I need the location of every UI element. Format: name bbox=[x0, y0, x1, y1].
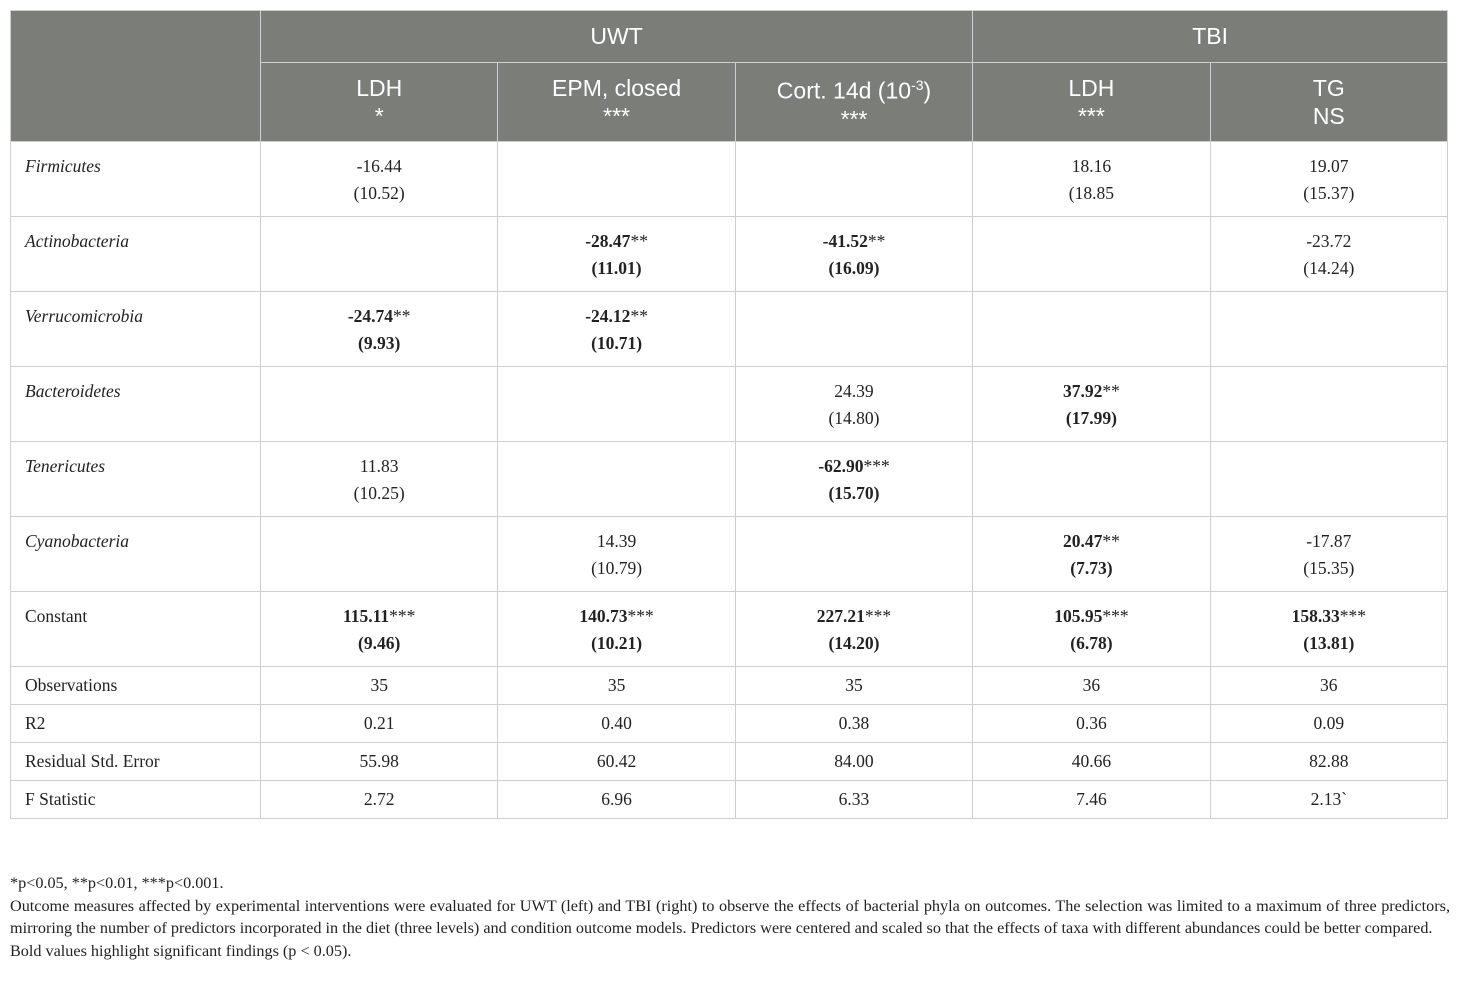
significance-stars: ** bbox=[1102, 381, 1120, 401]
estimate-value: 140.73 bbox=[579, 606, 628, 626]
coefficient-cell bbox=[1210, 442, 1447, 517]
estimate-value: -28.47 bbox=[585, 231, 631, 251]
column-significance: NS bbox=[1312, 103, 1345, 129]
estimate-line bbox=[1217, 603, 1441, 630]
estimate-line bbox=[742, 378, 966, 405]
coefficient-cell bbox=[735, 292, 972, 367]
standard-error: (10.25) bbox=[353, 483, 405, 503]
standard-error: (7.73) bbox=[1070, 558, 1113, 578]
row-label: F Statistic bbox=[11, 781, 261, 819]
statistic-cell: 2.72 bbox=[261, 781, 498, 819]
statistic-cell: 0.38 bbox=[735, 705, 972, 743]
standard-error: (14.80) bbox=[828, 408, 880, 428]
table-row bbox=[11, 367, 1448, 442]
column-label: LDH bbox=[1068, 75, 1115, 101]
standard-error: (14.24) bbox=[1303, 258, 1355, 278]
estimate-line bbox=[504, 528, 728, 555]
standard-error: (15.37) bbox=[1303, 183, 1355, 203]
coefficient-cell bbox=[261, 292, 498, 367]
coefficient-cell bbox=[1210, 517, 1447, 592]
statistic-cell: 36 bbox=[973, 667, 1210, 705]
coefficient-cell bbox=[973, 292, 1210, 367]
coefficient-cell bbox=[498, 517, 735, 592]
statistic-cell: 6.33 bbox=[735, 781, 972, 819]
group-header-uwt: UWT bbox=[261, 11, 973, 63]
column-label-close: ) bbox=[923, 77, 932, 104]
table-row bbox=[11, 292, 1448, 367]
coefficient-cell bbox=[498, 592, 735, 667]
coefficient-cell bbox=[261, 217, 498, 292]
estimate-line bbox=[742, 228, 966, 255]
statistic-cell: 0.36 bbox=[973, 705, 1210, 743]
column-header-epm-closed bbox=[498, 63, 735, 142]
row-label: Verrucomicrobia bbox=[11, 292, 261, 367]
estimate-line bbox=[979, 528, 1203, 555]
estimate-value: -24.12 bbox=[585, 306, 631, 326]
estimate-value: -41.52 bbox=[822, 231, 868, 251]
row-label: Bacteroidetes bbox=[11, 367, 261, 442]
estimate-value: 37.92 bbox=[1062, 381, 1103, 401]
table-row bbox=[11, 217, 1448, 292]
significance-stars: *** bbox=[864, 606, 892, 626]
estimate-line bbox=[979, 153, 1203, 180]
statistic-cell: 55.98 bbox=[261, 743, 498, 781]
table-row bbox=[11, 142, 1448, 217]
row-label: Constant bbox=[11, 592, 261, 667]
standard-error: (10.52) bbox=[353, 183, 405, 203]
estimate-line bbox=[267, 303, 491, 330]
group-header-row bbox=[11, 11, 1448, 63]
row-label: Residual Std. Error bbox=[11, 743, 261, 781]
regression-table-container bbox=[10, 10, 1447, 819]
estimate-value: 20.47 bbox=[1062, 531, 1103, 551]
coefficient-cell bbox=[1210, 592, 1447, 667]
standard-error: (10.79) bbox=[591, 558, 643, 578]
significance-stars: *** bbox=[1339, 606, 1366, 626]
table-body bbox=[11, 142, 1448, 819]
estimate-value: 18.16 bbox=[1071, 156, 1112, 176]
coefficient-cell bbox=[261, 142, 498, 217]
standard-error: (14.20) bbox=[828, 633, 880, 653]
coefficient-cell bbox=[261, 442, 498, 517]
coefficient-cell bbox=[735, 517, 972, 592]
standard-error: (6.78) bbox=[1070, 633, 1113, 653]
coefficient-cell bbox=[973, 142, 1210, 217]
column-header-tg bbox=[1210, 63, 1447, 142]
coefficient-cell bbox=[973, 592, 1210, 667]
standard-error: (16.09) bbox=[828, 258, 880, 278]
statistic-cell: 0.21 bbox=[261, 705, 498, 743]
statistic-cell: 35 bbox=[735, 667, 972, 705]
estimate-value: 105.95 bbox=[1054, 606, 1103, 626]
significance-stars: *** bbox=[1102, 606, 1129, 626]
significance-note: *p<0.05, **p<0.01, ***p<0.001. bbox=[10, 874, 224, 892]
estimate-value: 19.07 bbox=[1309, 156, 1349, 176]
coefficient-cell bbox=[735, 592, 972, 667]
significance-stars: *** bbox=[389, 606, 416, 626]
significance-stars: ** bbox=[1102, 531, 1120, 551]
column-significance: * bbox=[374, 103, 384, 129]
column-header-cort-14d bbox=[735, 63, 972, 142]
standard-error: (15.70) bbox=[828, 483, 880, 503]
table-row bbox=[11, 517, 1448, 592]
row-label: Observations bbox=[11, 667, 261, 705]
standard-error: (15.35) bbox=[1303, 558, 1355, 578]
statistic-cell: 35 bbox=[498, 667, 735, 705]
coefficient-cell bbox=[1210, 142, 1447, 217]
estimate-value: -24.74 bbox=[347, 306, 394, 326]
row-label: R2 bbox=[11, 705, 261, 743]
coefficient-cell bbox=[1210, 292, 1447, 367]
table-row bbox=[11, 667, 1448, 705]
coefficient-cell bbox=[1210, 217, 1447, 292]
estimate-line bbox=[267, 153, 491, 180]
column-label-exponent: -3 bbox=[911, 77, 924, 94]
estimate-line bbox=[504, 303, 728, 330]
significance-stars: ** bbox=[393, 306, 411, 326]
table-row bbox=[11, 442, 1448, 517]
coefficient-cell bbox=[735, 142, 972, 217]
significance-stars: ** bbox=[630, 231, 648, 251]
corner-cell bbox=[11, 11, 261, 142]
coefficient-cell bbox=[735, 217, 972, 292]
standard-error: (9.93) bbox=[358, 333, 401, 353]
row-label: Tenericutes bbox=[11, 442, 261, 517]
statistic-cell: 6.96 bbox=[498, 781, 735, 819]
estimate-value: -62.90 bbox=[818, 456, 864, 476]
standard-error: (10.21) bbox=[591, 633, 643, 653]
statistic-cell: 36 bbox=[1210, 667, 1447, 705]
column-label: LDH bbox=[356, 75, 403, 101]
estimate-line bbox=[742, 453, 966, 480]
statistic-cell: 7.46 bbox=[973, 781, 1210, 819]
row-label: Cyanobacteria bbox=[11, 517, 261, 592]
group-header-tbi: TBI bbox=[973, 11, 1448, 63]
standard-error: (11.01) bbox=[591, 258, 642, 278]
coefficient-cell bbox=[498, 367, 735, 442]
column-label: TG bbox=[1312, 75, 1345, 101]
table-row bbox=[11, 743, 1448, 781]
row-label: Firmicutes bbox=[11, 142, 261, 217]
significance-stars: *** bbox=[863, 456, 890, 476]
coefficient-cell bbox=[973, 367, 1210, 442]
table-row bbox=[11, 592, 1448, 667]
estimate-value: 11.83 bbox=[359, 456, 399, 476]
coefficient-cell bbox=[973, 517, 1210, 592]
statistic-cell: 35 bbox=[261, 667, 498, 705]
estimate-value: 158.33 bbox=[1291, 606, 1340, 626]
coefficient-cell bbox=[973, 217, 1210, 292]
regression-table bbox=[10, 10, 1448, 819]
column-label: EPM, closed bbox=[552, 75, 682, 101]
estimate-value: 115.11 bbox=[342, 606, 390, 626]
statistic-cell: 40.66 bbox=[973, 743, 1210, 781]
standard-error: (13.81) bbox=[1303, 633, 1355, 653]
estimate-line bbox=[1217, 228, 1441, 255]
coefficient-cell bbox=[973, 442, 1210, 517]
table-row bbox=[11, 781, 1448, 819]
estimate-line bbox=[267, 603, 491, 630]
bold-values-note: Bold values highlight significant findings (p < 0.05). bbox=[10, 941, 352, 960]
estimate-line bbox=[1217, 528, 1441, 555]
table-row bbox=[11, 705, 1448, 743]
estimate-line bbox=[1217, 153, 1441, 180]
column-header-ldh-uwt bbox=[261, 63, 498, 142]
row-label: Actinobacteria bbox=[11, 217, 261, 292]
statistic-cell: 84.00 bbox=[735, 743, 972, 781]
estimate-line bbox=[267, 453, 491, 480]
statistic-cell: 82.88 bbox=[1210, 743, 1447, 781]
coefficient-cell bbox=[261, 592, 498, 667]
standard-error: (9.46) bbox=[358, 633, 401, 653]
statistic-cell: 2.13` bbox=[1210, 781, 1447, 819]
estimate-line bbox=[742, 603, 966, 630]
standard-error: (10.71) bbox=[591, 333, 643, 353]
statistic-cell: 0.09 bbox=[1210, 705, 1447, 743]
coefficient-cell bbox=[498, 217, 735, 292]
coefficient-cell bbox=[735, 442, 972, 517]
statistic-cell: 60.42 bbox=[498, 743, 735, 781]
coefficient-cell bbox=[498, 142, 735, 217]
estimate-value: -17.87 bbox=[1306, 531, 1352, 551]
significance-stars: ** bbox=[867, 231, 886, 251]
column-header-ldh-tbi bbox=[973, 63, 1210, 142]
coefficient-cell bbox=[498, 442, 735, 517]
estimate-value: 227.21 bbox=[816, 606, 865, 626]
estimate-value: -23.72 bbox=[1306, 231, 1352, 251]
estimate-line bbox=[504, 228, 728, 255]
statistic-cell: 0.40 bbox=[498, 705, 735, 743]
coefficient-cell bbox=[1210, 367, 1447, 442]
column-significance: *** bbox=[603, 103, 631, 129]
estimate-line bbox=[979, 603, 1203, 630]
column-significance: *** bbox=[840, 105, 868, 132]
column-significance: *** bbox=[1077, 103, 1105, 129]
standard-error: (17.99) bbox=[1065, 408, 1117, 428]
coefficient-cell bbox=[261, 517, 498, 592]
estimate-line bbox=[504, 603, 728, 630]
significance-stars: *** bbox=[627, 606, 654, 626]
estimate-value: 14.39 bbox=[596, 531, 637, 551]
estimate-value: 24.39 bbox=[834, 381, 874, 401]
table-footnotes bbox=[10, 872, 1450, 962]
significance-stars: ** bbox=[630, 306, 648, 326]
estimate-line bbox=[979, 378, 1203, 405]
coefficient-cell bbox=[498, 292, 735, 367]
column-label: Cort. 14d (10 bbox=[776, 77, 912, 104]
coefficient-cell bbox=[735, 367, 972, 442]
coefficient-cell bbox=[261, 367, 498, 442]
description-note: Outcome measures affected by experimental interventions were evaluated for UWT (left) and TBI (right) to observe the effects of bacterial phyla on outcomes. The selection was limited to a maximum of three predictors, mirroring the number of predictors incorporated in the diet (three levels) and condition outcome models. Predictors were centered and scaled so that the effects of taxa with different abundances could be better compared. bbox=[10, 896, 1450, 937]
standard-error: (18.85 bbox=[1068, 183, 1114, 203]
estimate-value: -16.44 bbox=[356, 156, 402, 176]
